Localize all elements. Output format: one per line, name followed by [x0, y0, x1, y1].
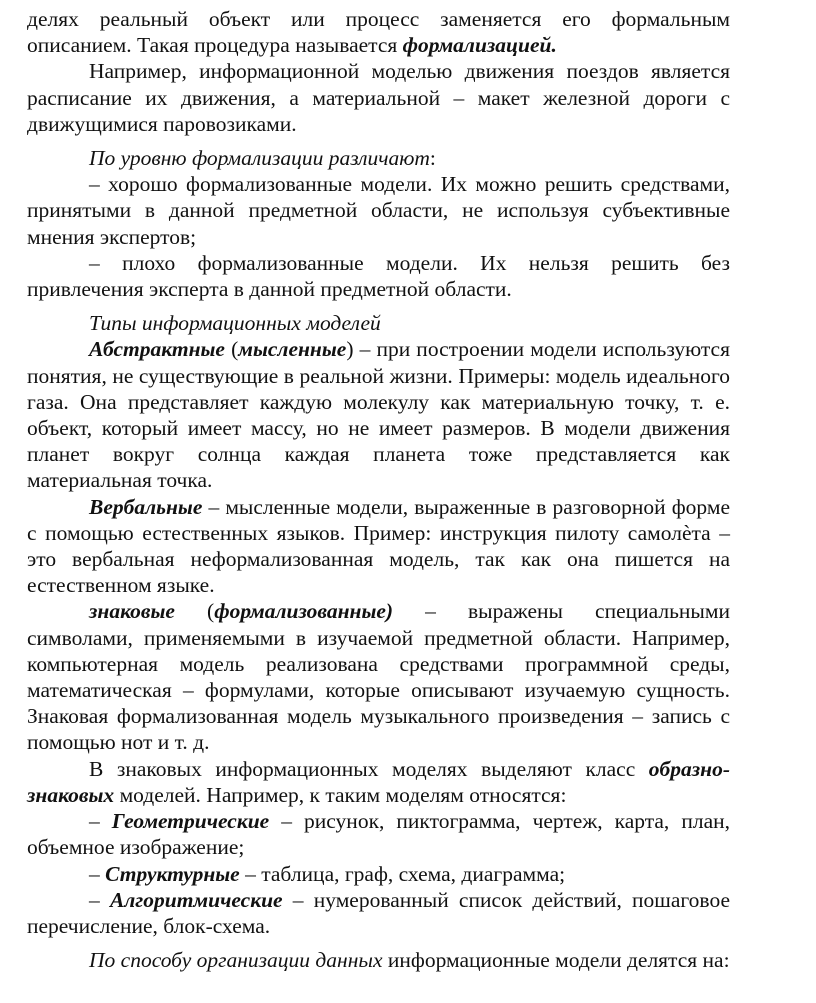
emphasis-text: По способу организации данных — [89, 948, 383, 973]
body-text: информационные модели делятся на: — [382, 948, 730, 973]
paragraph-11 — [27, 808, 730, 860]
body-text: : — [429, 146, 436, 171]
body-text: – рисунок, пиктограмма, чертеж, карта, план, объемное изображение; — [27, 809, 730, 860]
paragraph-9 — [27, 598, 730, 755]
body-text: – мысленные модели, выраженные в разговорной форме с помощью естественных языков. Пример: инструкция пилоту самолѐта – это вербальная неформализованная модель, так как она пишется на естественном языке. — [27, 494, 730, 598]
emphasis-text: Структурные — [105, 861, 240, 886]
emphasis-text: Типы информационных моделей — [89, 311, 381, 336]
paragraph-2 — [27, 58, 730, 137]
body-text: – хорошо формализованные модели. Их можно решить средствами, принятыми в данной предметной области, не используя субъективные мнения экспертов; — [27, 172, 730, 249]
emphasis-text: формализацией. — [402, 33, 557, 58]
body-text: Например, информационной моделью движения поездов является расписание их движения, а материальной – макет железной дороги с движущимися паровозиками. — [27, 59, 730, 136]
body-text: – — [89, 809, 112, 834]
paragraph-13 — [27, 887, 730, 939]
body-text: делях реальный объект или процесс заменяется его формальным описанием. Такая процедура называется — [27, 7, 730, 58]
paragraph-1 — [27, 6, 730, 58]
emphasis-text: По уровню формализации различают — [89, 146, 430, 171]
body-text: – — [89, 861, 106, 886]
emphasis-text: знаковые — [89, 599, 175, 624]
paragraph-5 — [27, 250, 730, 302]
paragraph-4 — [27, 171, 730, 250]
body-text: ( — [224, 337, 239, 362]
paragraph-12 — [27, 861, 730, 887]
body-text: – — [89, 887, 110, 912]
body-text: – плохо формализованные модели. Их нельзя решить без привлечения эксперта в данной предметной области. — [27, 250, 730, 302]
emphasis-text: формализованные) — [214, 599, 394, 624]
paragraph-3 — [27, 145, 730, 171]
paragraph-10 — [27, 756, 730, 808]
body-text: ( — [174, 599, 215, 624]
emphasis-text: Вербальные — [89, 494, 203, 519]
body-text: ) – при построении модели используются понятия, не существующие в реальной жизни. Примеры: модель идеального газа. Она представляет каждую молекулу как материальную точку, т. е. объект, который имеет массу, но не имеет размеров. В модели движения планет вокруг солнца каждая планета тоже представляется как материальная точка. — [27, 337, 730, 493]
emphasis-text: Алгоритмические — [109, 887, 283, 912]
body-text: – выражены специальными символами, применяемыми в изучаемой предметной области. Например, компьютерная модель реализована средствами программной среды, математическая – формулами, которые описывают изучаемую сущность. Знаковая формализованная модель музыкального произведения – запись с помощью нот и т. д. — [27, 599, 730, 755]
paragraph-6 — [27, 310, 730, 336]
emphasis-text: Геометрические — [111, 809, 270, 834]
paragraph-8 — [27, 494, 730, 599]
emphasis-text: мысленные — [238, 337, 347, 362]
paragraph-7 — [27, 336, 730, 493]
paragraph-14 — [27, 947, 730, 973]
emphasis-text: Абстрактные — [89, 337, 225, 362]
body-text: – нумерованный список действий, пошаговое перечисление, блок-схема. — [27, 887, 730, 938]
body-text: моделей. Например, к таким моделям относятся: — [114, 782, 567, 807]
body-text: В знаковых информационных моделях выделяют класс — [89, 756, 649, 781]
emphasis-text: образно-знаковых — [27, 756, 730, 807]
body-text: – таблица, граф, схема, диаграмма; — [239, 861, 566, 886]
